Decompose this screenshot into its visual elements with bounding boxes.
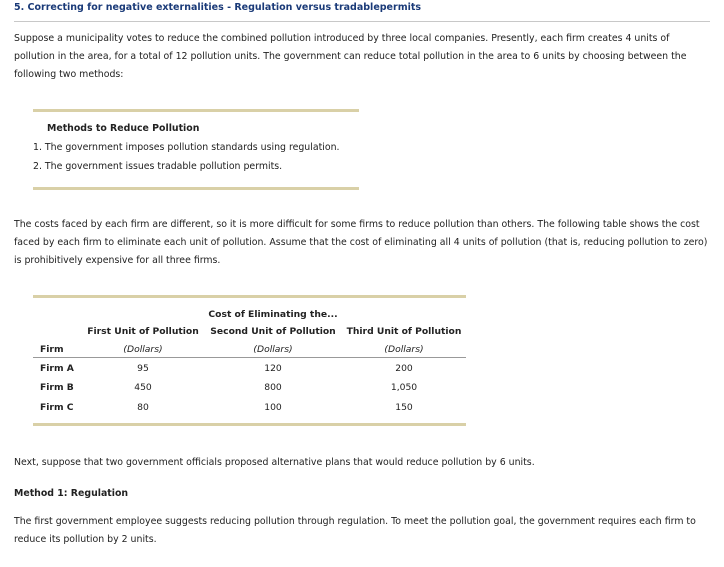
column-header-third-unit: Third Unit of Pollution — [346, 326, 462, 337]
title-divider — [14, 21, 710, 22]
cell-firm-c-first: 80 — [137, 402, 149, 413]
cell-firm-a-second: 120 — [264, 363, 282, 374]
column-unit-first: (Dollars) — [123, 344, 163, 355]
column-header-firm: Firm — [40, 344, 64, 355]
costs-paragraph: The costs faced by each firm are different, so it is more difficult for some firms to reduce pollution than others. The following table shows the cost faced by each firm to eliminate each unit of pollution. Assume that the cost of eliminating all 4 units of pollution (that is, reducing pollution to zero) is prohibitively expensive for all three firms. — [14, 219, 708, 266]
cost-table — [33, 295, 466, 426]
cell-firm-b-first: 450 — [134, 382, 152, 393]
cell-firm-a-third: 200 — [395, 363, 413, 374]
method1-paragraph: The first government employee suggests reducing pollution through regulation. To meet the pollution goal, the government requires each firm to reduce its pollution by 2 units. — [14, 516, 696, 545]
column-header-first-unit: First Unit of Pollution — [87, 326, 199, 337]
method1-heading: Method 1: Regulation — [14, 488, 129, 499]
row-label-firm-c: Firm C — [40, 402, 74, 413]
table-header-divider — [33, 357, 466, 358]
column-unit-second: (Dollars) — [253, 344, 293, 355]
column-unit-third: (Dollars) — [384, 344, 424, 355]
cell-firm-a-first: 95 — [137, 363, 149, 374]
method-item: 2. The government issues tradable pollution permits. — [33, 161, 283, 172]
row-label-firm-b: Firm B — [40, 382, 74, 393]
row-label-firm-a: Firm A — [40, 363, 74, 374]
cell-firm-b-second: 800 — [264, 382, 282, 393]
next-paragraph: Next, suppose that two government officials proposed alternative plans that would reduce pollution by 6 units. — [14, 457, 535, 468]
cell-firm-b-third: 1,050 — [390, 382, 418, 393]
cell-firm-c-second: 100 — [264, 402, 282, 413]
methods-box-title: Methods to Reduce Pollution — [47, 123, 200, 134]
method-item: 1. The government imposes pollution standards using regulation. — [33, 142, 340, 153]
table-group-header: Cost of Eliminating the... — [208, 309, 338, 320]
section-title: 5. Correcting for negative externalities - Regulation versus tradablepermits — [14, 2, 422, 13]
column-header-second-unit: Second Unit of Pollution — [210, 326, 336, 337]
intro-paragraph: Suppose a municipality votes to reduce the combined pollution introduced by three local companies. Presently, each firm creates 4 units of pollution in the area, for a total of 12 pollution units. The government can reduce total pollution in the area to 6 units by choosing between the following two methods: — [14, 33, 687, 80]
methods-box — [33, 109, 359, 190]
cell-firm-c-third: 150 — [395, 402, 413, 413]
